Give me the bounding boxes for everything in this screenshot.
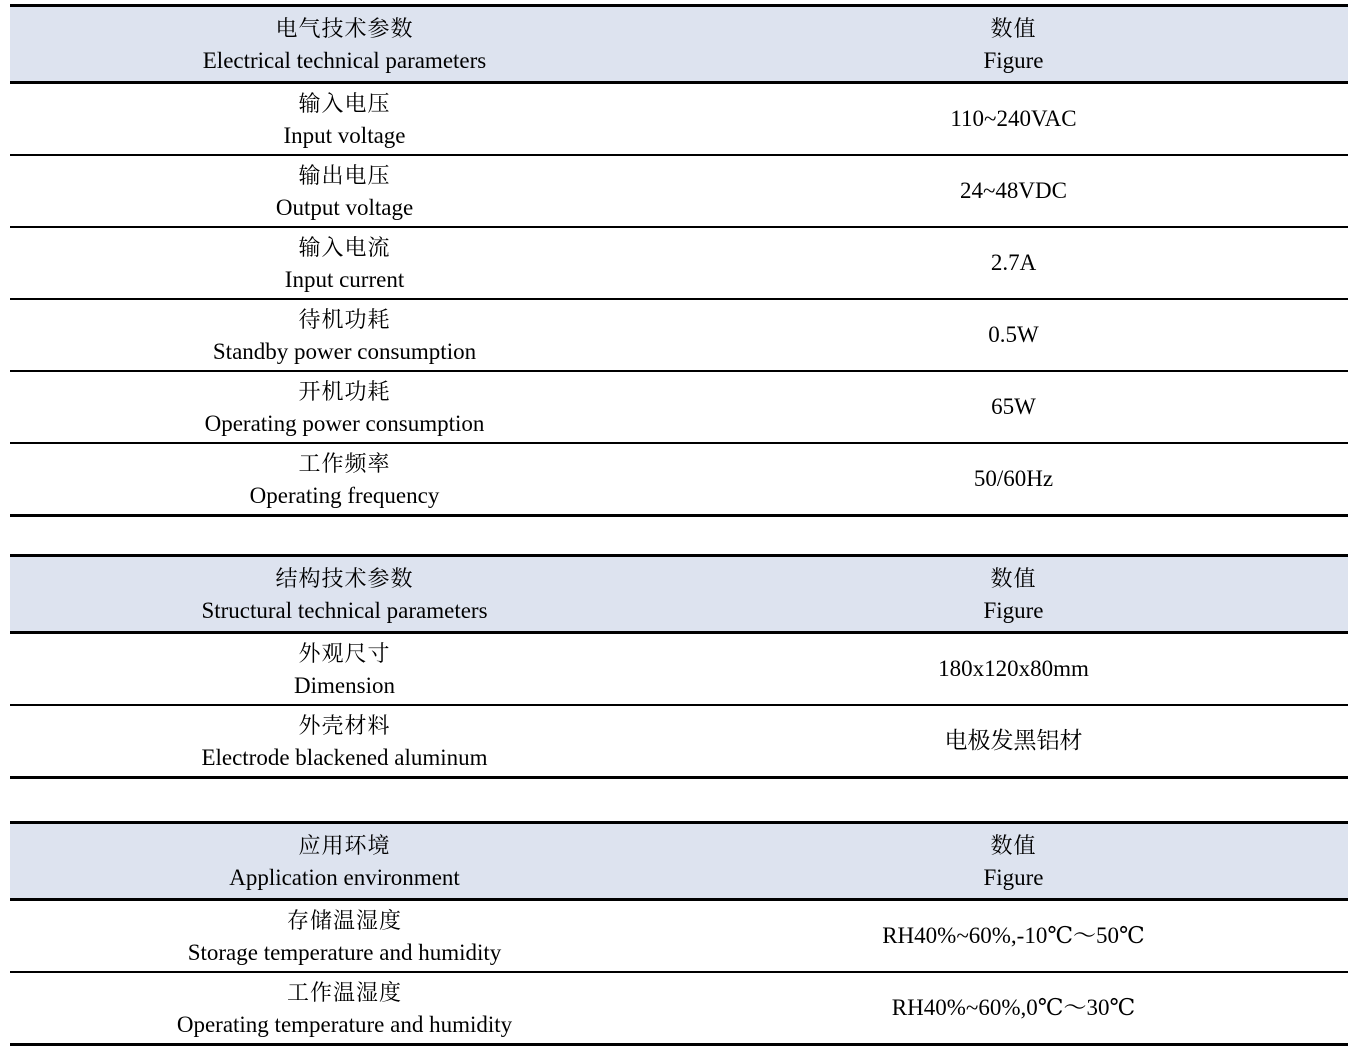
param-value: 110~240VAC bbox=[950, 106, 1077, 131]
table-head bbox=[10, 823, 1348, 900]
param-cell bbox=[10, 705, 679, 778]
spec-table bbox=[10, 554, 1348, 779]
param-label-en: Input current bbox=[284, 266, 405, 292]
value-cell bbox=[679, 900, 1348, 973]
param-value: RH40%~60%,-10℃～50℃ bbox=[882, 923, 1145, 948]
table-head bbox=[10, 6, 1348, 83]
param-header-zh: 应用环境 bbox=[298, 832, 391, 858]
table-row bbox=[10, 155, 1348, 227]
param-label-zh: 存储温湿度 bbox=[286, 907, 402, 933]
value-header-cell bbox=[679, 556, 1348, 633]
param-label-en: Dimension bbox=[294, 672, 395, 698]
param-value: 180x120x80mm bbox=[938, 656, 1089, 681]
param-label-en: Input voltage bbox=[283, 122, 406, 148]
param-label-en: Electrode blackened aluminum bbox=[201, 744, 488, 770]
param-value: 50/60Hz bbox=[973, 466, 1054, 491]
param-label-zh: 工作频率 bbox=[298, 450, 391, 476]
table-body bbox=[10, 900, 1348, 1045]
param-header-en: Application environment bbox=[229, 864, 460, 890]
param-value: 2.7A bbox=[990, 250, 1037, 275]
param-cell bbox=[10, 443, 679, 516]
param-label-zh: 输出电压 bbox=[298, 162, 391, 188]
param-label-en: Output voltage bbox=[275, 194, 414, 220]
param-cell bbox=[10, 371, 679, 443]
table-row bbox=[10, 83, 1348, 156]
param-label-zh: 外观尺寸 bbox=[298, 640, 391, 666]
param-cell bbox=[10, 299, 679, 371]
table-body bbox=[10, 83, 1348, 516]
param-header-zh: 结构技术参数 bbox=[275, 565, 414, 591]
table-row bbox=[10, 227, 1348, 299]
table-row bbox=[10, 633, 1348, 706]
value-header-zh: 数值 bbox=[990, 565, 1037, 591]
value-header-cell bbox=[679, 823, 1348, 900]
param-label-en: Operating power consumption bbox=[204, 410, 485, 436]
param-label-zh: 工作温湿度 bbox=[286, 979, 402, 1005]
param-label-en: Operating frequency bbox=[249, 482, 440, 508]
param-value: 24~48VDC bbox=[959, 178, 1067, 203]
value-cell bbox=[679, 443, 1348, 516]
param-label-zh: 待机功耗 bbox=[298, 306, 391, 332]
param-label-en: Storage temperature and humidity bbox=[187, 939, 502, 965]
param-header-cell bbox=[10, 556, 679, 633]
param-header-cell bbox=[10, 6, 679, 83]
value-cell bbox=[679, 155, 1348, 227]
param-label-en: Operating temperature and humidity bbox=[176, 1011, 513, 1037]
param-label-zh: 输入电压 bbox=[298, 90, 391, 116]
table-header-row bbox=[10, 556, 1348, 633]
value-cell bbox=[679, 83, 1348, 156]
tables-container bbox=[10, 4, 1348, 1046]
param-label-zh: 开机功耗 bbox=[298, 378, 391, 404]
value-header-en: Figure bbox=[983, 597, 1044, 623]
param-cell bbox=[10, 972, 679, 1045]
table-header-row bbox=[10, 823, 1348, 900]
param-header-cell bbox=[10, 823, 679, 900]
value-header-zh: 数值 bbox=[990, 15, 1037, 41]
param-cell bbox=[10, 227, 679, 299]
value-header-cell bbox=[679, 6, 1348, 83]
spec-table bbox=[10, 821, 1348, 1046]
table-row bbox=[10, 972, 1348, 1045]
table-row bbox=[10, 371, 1348, 443]
value-cell bbox=[679, 371, 1348, 443]
param-value: RH40%~60%,0℃～30℃ bbox=[891, 995, 1136, 1020]
table-body bbox=[10, 633, 1348, 778]
table-row bbox=[10, 705, 1348, 778]
value-cell bbox=[679, 972, 1348, 1045]
param-value: 电极发黑铝材 bbox=[944, 728, 1083, 753]
spec-table bbox=[10, 4, 1348, 517]
param-value: 65W bbox=[991, 394, 1036, 419]
param-value: 0.5W bbox=[988, 322, 1039, 347]
value-header-en: Figure bbox=[983, 47, 1044, 73]
param-label-zh: 输入电流 bbox=[298, 234, 391, 260]
table-row bbox=[10, 299, 1348, 371]
param-cell bbox=[10, 155, 679, 227]
value-cell bbox=[679, 633, 1348, 706]
param-header-zh: 电气技术参数 bbox=[275, 15, 414, 41]
value-cell bbox=[679, 227, 1348, 299]
value-header-zh: 数值 bbox=[990, 832, 1037, 858]
param-header-en: Structural technical parameters bbox=[201, 597, 488, 623]
param-label-en: Standby power consumption bbox=[212, 338, 477, 364]
value-cell bbox=[679, 705, 1348, 778]
param-cell bbox=[10, 83, 679, 156]
param-label-zh: 外壳材料 bbox=[298, 712, 391, 738]
table-row bbox=[10, 443, 1348, 516]
table-header-row bbox=[10, 6, 1348, 83]
value-header-en: Figure bbox=[983, 864, 1044, 890]
table-row bbox=[10, 900, 1348, 973]
value-cell bbox=[679, 299, 1348, 371]
param-cell bbox=[10, 900, 679, 973]
param-cell bbox=[10, 633, 679, 706]
table-head bbox=[10, 556, 1348, 633]
param-header-en: Electrical technical parameters bbox=[202, 47, 487, 73]
